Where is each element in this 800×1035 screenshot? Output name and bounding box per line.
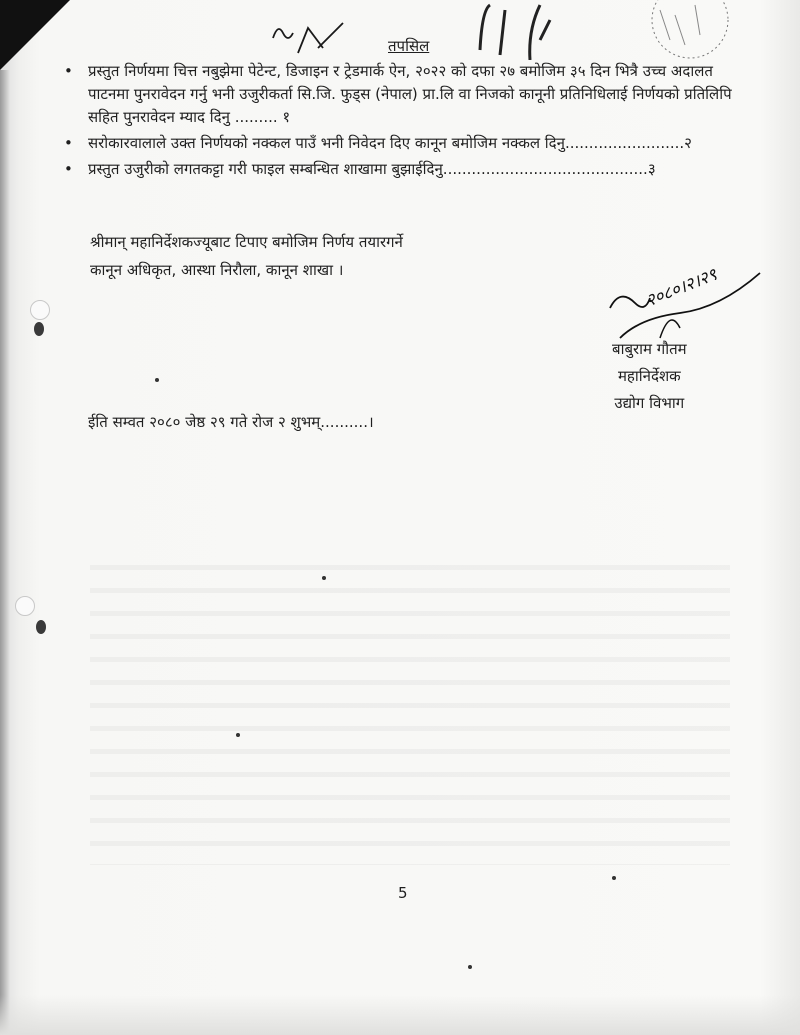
signatory-block bbox=[612, 336, 687, 417]
preparer-line: श्रीमान् महानिर्देशकज्यूबाट टिपाए बमोजिम निर्णय तयारगर्ने bbox=[90, 233, 403, 251]
page-number: 5 bbox=[398, 884, 408, 902]
bleed-through-text bbox=[90, 565, 730, 865]
preparer-line: कानून अधिकृत, आस्था निरौला, कानून शाखा । bbox=[90, 261, 344, 279]
scan-speck bbox=[468, 965, 472, 969]
punch-hole bbox=[15, 596, 35, 616]
closing-line: ईति सम्वत २०८० जेष्ठ २९ गते रोज २ शुभम्..........। bbox=[88, 413, 374, 431]
list-item: • प्रस्तुत निर्णयमा चित्त नबुझेमा पेटेन्ट, डिजाइन र ट्रेडमार्क ऐन, २०२२ को दफा २७ बमोजिम ३५ दिन भित्रै उच्च अदालत पाटनमा पुनरावेदन गर्नु भनी उजुरीकर्ता सि.जि. फुड्स (नेपाल) प्रा.लि वा निजको कानूनी प्रतिनिधिलाई निर्णयको प्रतिलिपि सहित पुनरावेदन म्याद दिनु ......... १ bbox=[60, 60, 750, 129]
scan-left-edge bbox=[0, 70, 10, 1035]
handwritten-mark-icon bbox=[470, 0, 570, 60]
handwritten-date: २०८०।२।२९ bbox=[643, 264, 720, 312]
instruction-list bbox=[60, 60, 750, 184]
signatory-name: बाबुराम गौतम bbox=[612, 340, 687, 358]
punch-hole-shadow bbox=[36, 620, 46, 634]
scan-speck bbox=[612, 876, 616, 880]
signatory-office: उद्योग विभाग bbox=[614, 394, 685, 412]
punch-hole bbox=[30, 300, 50, 320]
punch-hole-shadow bbox=[34, 322, 44, 336]
preparer-note bbox=[90, 228, 510, 284]
signatory-title: महानिर्देशक bbox=[617, 367, 681, 385]
scan-speck bbox=[236, 733, 240, 737]
section-heading: तपसिल bbox=[388, 37, 430, 55]
initials-signature-icon bbox=[268, 18, 358, 58]
scan-speck bbox=[322, 576, 326, 580]
scan-bottom-edge bbox=[0, 995, 800, 1035]
office-stamp-icon bbox=[640, 0, 740, 60]
list-item: • सरोकारवालाले उक्त निर्णयको नक्कल पाउँ भनी निवेदन दिए कानून बमोजिम नक्कल दिनु.........................२ bbox=[60, 132, 750, 155]
list-item: • प्रस्तुत उजुरीको लगतकट्टा गरी फाइल सम्बन्धित शाखामा बुझाईदिनु...........................................३ bbox=[60, 158, 750, 181]
scan-speck bbox=[155, 378, 159, 382]
